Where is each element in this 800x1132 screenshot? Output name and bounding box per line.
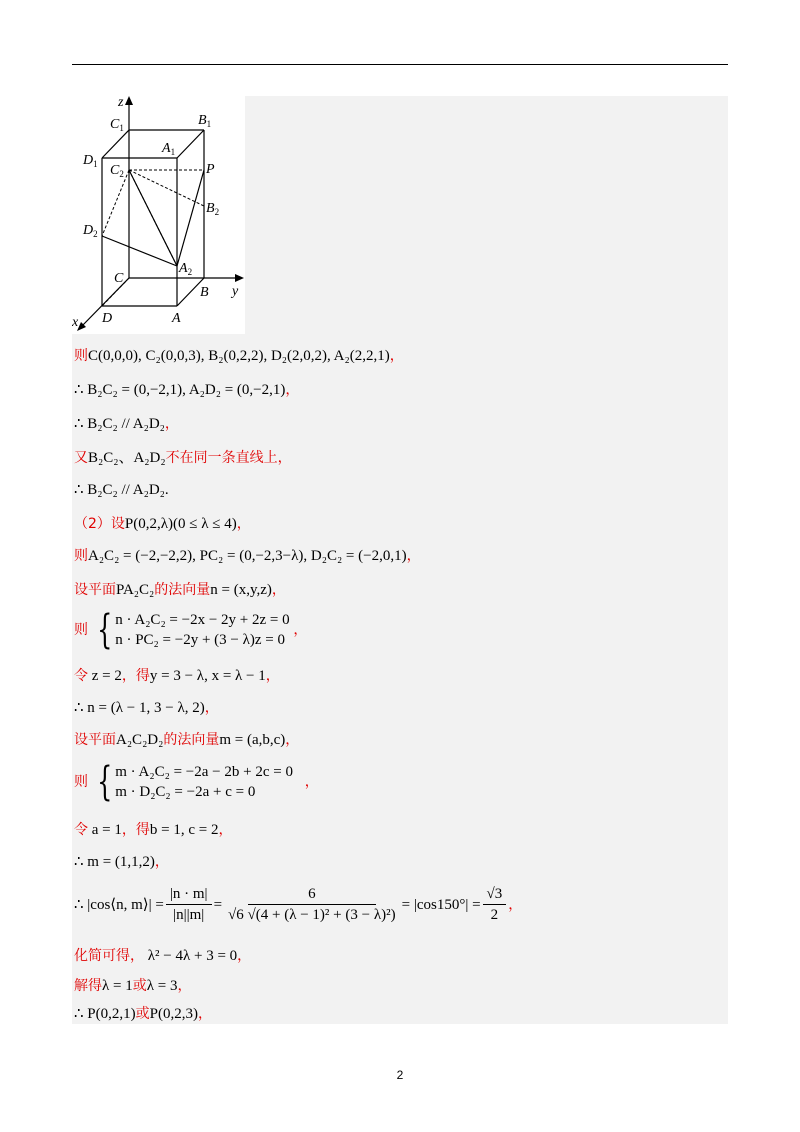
- line-not-collinear: 又B₂C₂、A₂D₂不在同一条直线上，: [74, 450, 292, 466]
- line-parallel: ∴ B₂C₂ // A₂D₂，: [74, 416, 179, 432]
- line-n-result: ∴ n = (λ − 1, 3 − λ, 2)，: [74, 700, 219, 716]
- fraction-root3-over-2: $\frac{√3}{2}$: [483, 884, 507, 925]
- label-x: x: [72, 315, 79, 330]
- line-vectors: ∴ B₂C₂ = (0,−2,1), A₂D₂ = (0,−2,1)，: [74, 382, 300, 398]
- label-b: B: [200, 285, 209, 300]
- fraction-six-over-root: $\frac{6}{\text{√6 √(4 + (λ − 1)² + (3 − λ)²)}}$: [228, 886, 396, 923]
- label-a2: $A_2$: [179, 261, 193, 277]
- prism-diagram: [72, 96, 245, 334]
- label-d1: $D_1$: [83, 153, 98, 169]
- edge-d1-c1: [102, 130, 129, 158]
- line-coordinates: 则C(0,0,0), C₂(0,0,3), B₂(0,2,2), D₂(2,0,2), A₂(2,2,1)，: [74, 348, 404, 364]
- hidden-segment-c2-b2: [129, 170, 204, 206]
- header-rule: [72, 64, 728, 65]
- hidden-segment-c2-d2: [102, 170, 129, 236]
- line-solve: 解得λ = 1或λ = 3，: [74, 978, 192, 994]
- line-conclusion-1: ∴ B₂C₂ // A₂D₂.: [74, 482, 169, 498]
- line-let-z: 令 z = 2，得y = 3 − λ, x = λ − 1，: [74, 668, 280, 684]
- label-y: y: [232, 284, 239, 299]
- label-z: z: [118, 96, 124, 110]
- left-brace-icon: {: [96, 607, 113, 653]
- geometry-figure: [72, 96, 245, 334]
- line-part2-vectors: 则A₂C₂ = (−2,−2,2), PC₂ = (0,−2,3−λ), D₂C₂ = (−2,0,1)，: [74, 548, 421, 564]
- label-c2: $C_2$: [110, 163, 124, 179]
- system-n: 则 { n · A₂C₂ = −2x − 2y + 2z = 0 n · PC₂ = −2y + (3 − λ)z = 0 ，: [74, 607, 308, 653]
- segment-p-a2: [177, 170, 204, 266]
- line-simplify: 化简可得， λ² − 4λ + 3 = 0，: [74, 948, 252, 964]
- line-part2-set-p: （2）设P(0,2,λ)(0 ≤ λ ≤ 4)，: [74, 516, 251, 532]
- label-c1: $C_1$: [110, 117, 124, 133]
- fraction-dot-over-norms: $\frac{|n \cdot m|}{|n||m|}$: [166, 884, 212, 925]
- label-a: A: [172, 311, 181, 326]
- line-normal-n: 设平面PA₂C₂的法向量n = (x,y,z)，: [74, 582, 286, 598]
- line-p-result: ∴ P(0,2,1)或P(0,2,3)，: [74, 1006, 212, 1022]
- page-number: 2: [396, 1068, 404, 1082]
- label-b2: $B_2$: [206, 201, 220, 217]
- label-d2: $D_2$: [83, 223, 98, 239]
- line-m-result: ∴ m = (1,1,2)，: [74, 854, 169, 870]
- label-p: P: [206, 162, 215, 177]
- line-let-a: 令 a = 1，得b = 1, c = 2，: [74, 822, 233, 838]
- segment-d2-a2: [102, 236, 177, 266]
- label-c: C: [114, 271, 124, 286]
- z-arrow-icon: [125, 96, 133, 105]
- label-b1: $B_1$: [198, 113, 212, 129]
- y-arrow-icon: [235, 274, 244, 282]
- line-cosine: ∴ |cos⟨n, m⟩| = $\frac{|n \cdot m|}{|n||m|}$ = $\frac{6}{\text{√6 √(4 + (λ − 1)² + (3 − λ)²)}}$ = |cos150°| = $\frac{√3}{2}$ ，: [74, 886, 523, 923]
- edge-b1-a1: [177, 130, 204, 158]
- label-a1: $A_1$: [162, 141, 176, 157]
- system-m: 则 { m · A₂C₂ = −2a − 2b + 2c = 0 m · D₂C₂ = −2a + c = 0 ，: [74, 759, 319, 805]
- label-d: D: [102, 311, 113, 326]
- left-brace-icon: {: [96, 759, 113, 805]
- shaded-region: [245, 96, 728, 334]
- line-normal-m: 设平面A₂C₂D₂的法向量m = (a,b,c)，: [74, 732, 300, 748]
